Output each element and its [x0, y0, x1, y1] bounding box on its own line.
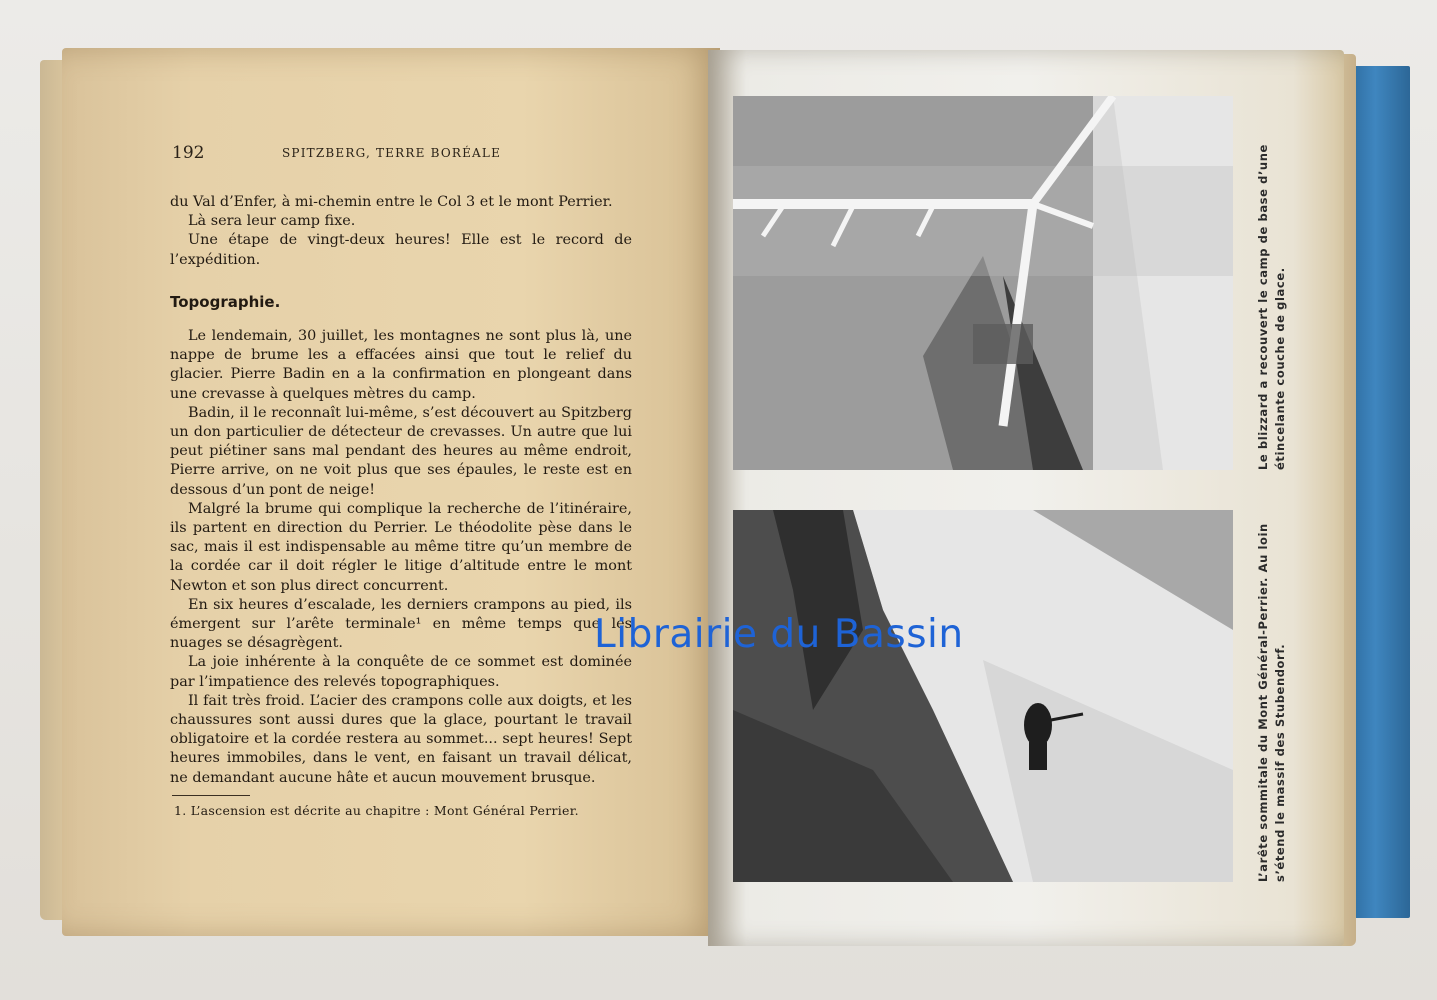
opening-text: [170, 193, 632, 270]
text-line: Là sera leur camp fixe.: [188, 213, 356, 230]
watermark: Librairie du Bassin: [594, 612, 964, 657]
caption-top-line-1: Le blizzard a recouvert le camp de base d’une: [1256, 144, 1270, 470]
paragraph: Badin, il le reconnaît lui-même, s’est découvert au Spitzberg un don particulier de détecteur de crevasses. Un autre que lui peut piétiner sans mal pendant des heures au même endroit, Pierre arrive, on ne voit plus que ses épaules, le reste est en dessous d’un pont de neige!: [170, 404, 632, 498]
page-number: 192: [172, 143, 205, 163]
photo-summit-ridge: [733, 510, 1233, 882]
page-header: [172, 143, 632, 165]
caption-bottom-line-2: s’étend le massif des Stubendorf.: [1273, 643, 1287, 882]
paragraph: En six heures d’escalade, les derniers crampons au pied, ils émergent sur l’arête terminale¹ en même temps que les nuages se désagrègent.: [170, 596, 632, 652]
body-text: [170, 327, 632, 788]
text-line: Une étape de vingt-deux heures! Elle est le record de l’expédition.: [170, 232, 632, 268]
footnote: 1. L’ascension est décrite au chapitre : Mont Général Perrier.: [174, 803, 579, 818]
text-line: du Val d’Enfer, à mi-chemin entre le Col 3 et le mont Perrier.: [170, 194, 613, 210]
paragraph: Le lendemain, 30 juillet, les montagnes ne sont plus là, une nappe de brume les a effacées ainsi que tout le relief du glacier. Pierre Badin en a la confirmation en plongeant dans une crevasse à quelques mètres du camp.: [170, 328, 632, 402]
paragraph: Il fait très froid. L’acier des crampons colle aux doigts, et les chaussures sont aussi dures que la glace, pourtant le travail obligatoire et la cordée restera au sommet... sept heures! Sept heures immobiles, dans le vent, en faisant un travail délicat, ne demandant aucune hâte et aucun mouvement brusque.: [170, 692, 632, 786]
photo-blizzard-camp: [733, 96, 1233, 470]
paragraph: La joie inhérente à la conquête de ce sommet est dominée par l’impatience des relevés topographiques.: [170, 654, 632, 690]
footnote-rule: [172, 795, 250, 796]
caption-bottom-line-1: L’arête sommitale du Mont Général-Perrier. Au loin: [1256, 523, 1270, 882]
book-cover-blue: [1352, 66, 1410, 918]
section-title: Topographie.: [170, 293, 281, 311]
caption-top-line-2: étincelante couche de glace.: [1273, 267, 1287, 470]
running-head: SPITZBERG, TERRE BORÉALE: [282, 146, 502, 160]
photo-blizzard-camp-drawing: [733, 96, 1233, 470]
photo-summit-ridge-drawing: [733, 510, 1233, 882]
paragraph: Malgré la brume qui complique la recherche de l’itinéraire, ils partent en direction du Perrier. Le théodolite pèse dans le sac, mais il est indispensable au même titre qu’un membre de la cordée car il doit régler le litige d’altitude entre le mont Newton et son plus direct concurrent.: [170, 500, 632, 594]
